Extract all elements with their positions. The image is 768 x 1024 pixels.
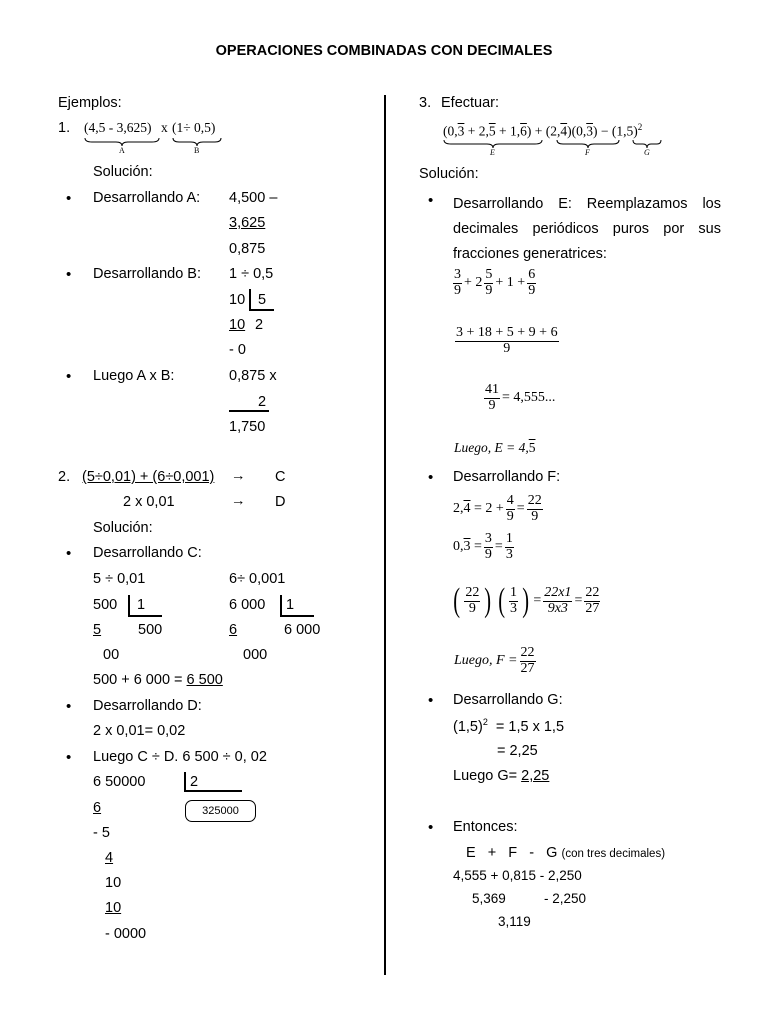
bullet: •	[66, 545, 72, 562]
division-bar	[184, 772, 186, 792]
ex2-c1-sub: 5	[93, 622, 102, 638]
ex2-long-s1: 6	[93, 800, 102, 816]
ex2-c2-dividend: 6 000	[229, 597, 266, 613]
ex2-long-r3: - 0000	[105, 926, 147, 942]
ex2-dev-c-label: Desarrollando C:	[93, 545, 202, 561]
ex2-long-s3: 10	[105, 900, 122, 916]
bullet: •	[428, 819, 434, 836]
ex1-a-label: A	[119, 146, 125, 155]
ex1-b-label: B	[194, 146, 200, 155]
ex1-a-line1: 4,500 –	[229, 190, 278, 206]
bullet: •	[428, 192, 434, 209]
g-line2: = 2,25	[497, 743, 538, 759]
sum-line2b: - 2,250	[544, 891, 587, 906]
ex3-expression: $(0,3 + 2,5 + 1,6) + (2,4)(0,3) - (1,5)^2$	[443, 122, 643, 139]
ex2-c2-op: 6÷ 0,001	[229, 571, 286, 587]
bullet: •	[66, 698, 72, 715]
ex2-long-r2: 10	[105, 875, 122, 891]
ex1-ab-line1: 0,875 x	[229, 368, 277, 384]
ex1-a-line3: 0,875	[229, 241, 266, 257]
ex3-f-label: F	[585, 148, 590, 157]
ex2-c1-rem: 00	[103, 647, 120, 663]
ex2-solution-label: Solución:	[93, 520, 153, 536]
ex3-g-label: G	[644, 148, 650, 157]
arrow-icon: →	[231, 493, 246, 509]
ex2-c2-divisor: 1	[286, 597, 295, 613]
ex1-ab-line2: 2	[258, 394, 267, 410]
bullet: •	[66, 266, 72, 283]
fraction: $\frac{5}{9}$	[485, 267, 493, 298]
bullet: •	[428, 692, 434, 709]
ex1-b-quot: 2	[255, 317, 264, 333]
ex1-b-line1: 1 ÷ 0,5	[229, 266, 274, 282]
ex2-c1-op: 5 ÷ 0,01	[93, 571, 146, 587]
ex2-long-quotient-box: 325000	[185, 800, 256, 822]
ex2-long-s2: 4	[105, 850, 114, 866]
ex1-b-dividend: 10	[229, 292, 246, 308]
arrow-icon: →	[231, 468, 246, 484]
f-line1: 2,4 = 2 + $\frac{4}{9}$ = $\frac{22}{9}$	[453, 493, 542, 524]
column-divider	[384, 95, 386, 975]
division-bar	[249, 289, 251, 311]
ex1-b-expr: (1÷ 0,5)	[172, 120, 216, 135]
ex2-expr-bottom: 2 x 0,01	[123, 494, 175, 510]
ex2-c2-quot: 6 000	[284, 622, 321, 638]
ex2-cd-label: Luego C ÷ D. 6 500 ÷ 0, 02	[93, 749, 267, 765]
ex1-ab-line3: 1,750	[229, 419, 266, 435]
ex2-c-sum	[93, 672, 223, 689]
f-dev-label: Desarrollando F:	[453, 469, 561, 485]
ex1-b-sub: 10	[229, 317, 246, 333]
f-product: ( $\frac{22}{9}$ ) ( $\frac{1}{3}$ ) = $\frac{22x1}{9x3}$ = $\frac{22}{27}$	[453, 582, 600, 619]
ex2-c-sum-text: 500 + 6 000 =	[93, 672, 187, 688]
ex2-long-dividend: 6 50000	[93, 774, 146, 790]
egf-line: E + F - G (con tres decimales)	[466, 845, 666, 861]
e-sum-fraction: $\frac{3 + 18 + 5 + 9 + 6}{9}$	[456, 325, 558, 356]
fraction: $\frac{3}{9}$	[454, 267, 461, 298]
entonces-label: Entonces:	[453, 819, 518, 835]
ex3-dev-e-text: Desarrollando E: Reemplazamos los decimales periódicos puros por sus fracciones generatrices:	[453, 196, 721, 262]
page-title: OPERACIONES COMBINADAS CON DECIMALES	[215, 43, 553, 59]
g-line1: $(1,5)^2 = 1,5$ x 1,5	[453, 717, 565, 735]
ex3-e-label: E	[490, 148, 495, 157]
bullet: •	[66, 190, 72, 207]
ex2-d-line: 2 x 0,01= 0,02	[93, 723, 186, 739]
ex2-dev-d-label: Desarrollando D:	[93, 698, 202, 714]
ex1-solution-label: Solución:	[93, 164, 153, 180]
ex2-number: 2.	[58, 469, 71, 485]
ex2-c1-quot: 500	[138, 622, 163, 638]
ex1-dev-b-label: Desarrollando B:	[93, 266, 201, 282]
f-luego: Luego, F = $\frac{22}{27}$	[454, 645, 535, 676]
ex1-ab-label: Luego A x B:	[93, 368, 175, 384]
ex2-expr-top: (5÷0,01) + (6÷0,001)	[82, 469, 215, 485]
ex2-c-result: 6 500	[186, 672, 223, 688]
ex1-number: 1.	[58, 120, 71, 136]
ex2-c2-sub: 6	[229, 622, 238, 638]
division-bar	[280, 615, 314, 617]
ex1-dev-a-label: Desarrollando A:	[93, 190, 201, 206]
e-result: $\frac{41}{9}$ = 4,555...	[485, 382, 556, 413]
division-bar	[280, 595, 282, 617]
ex3-label: Efectuar:	[441, 95, 500, 111]
ex1-b-divisor: 5	[258, 292, 267, 308]
fraction: $\frac{6}{9}$	[528, 267, 536, 298]
g-dev-label: Desarrollando G:	[453, 692, 563, 708]
ex1-times: x	[161, 120, 168, 135]
sum-line2a: 5,369	[472, 891, 506, 906]
ex2-long-divisor: 2	[190, 774, 199, 790]
sum-line1: 4,555 + 0,815 - 2,250	[453, 868, 582, 883]
ex2-c-label: C	[275, 469, 286, 485]
ex2-d-label: D	[275, 494, 286, 510]
ex1-a-line2: 3,625	[229, 215, 266, 231]
ex3-solution-label: Solución:	[419, 166, 479, 182]
e-luego: Luego, E = 4,5	[454, 440, 536, 455]
f-line2: 0,3 = $\frac{3}{9}$ = $\frac{1}{3}$	[453, 531, 513, 562]
ex3-number: 3.	[419, 95, 432, 111]
ex2-long-r1: - 5	[93, 825, 110, 841]
ex1-b-rem: - 0	[229, 342, 246, 358]
ex2-c1-divisor: 1	[137, 597, 146, 613]
bullet: •	[66, 368, 72, 385]
sum-line3: 3,119	[498, 914, 531, 929]
e-fractions-line: $\frac{3}{9}$ + 2 $\frac{5}{9}$ + 1 + $\frac{6}{9}$	[454, 267, 536, 298]
ex2-c1-dividend: 500	[93, 597, 118, 613]
g-line3: Luego G= 2,25	[453, 768, 550, 784]
examples-label: Ejemplos:	[58, 95, 122, 111]
division-bar	[128, 595, 130, 617]
bullet: •	[428, 469, 434, 486]
ex1-a-expr: (4,5 - 3,625)	[84, 120, 152, 135]
ex2-c2-rem: 000	[243, 647, 268, 663]
bullet: •	[66, 749, 72, 766]
division-bar	[128, 615, 162, 617]
